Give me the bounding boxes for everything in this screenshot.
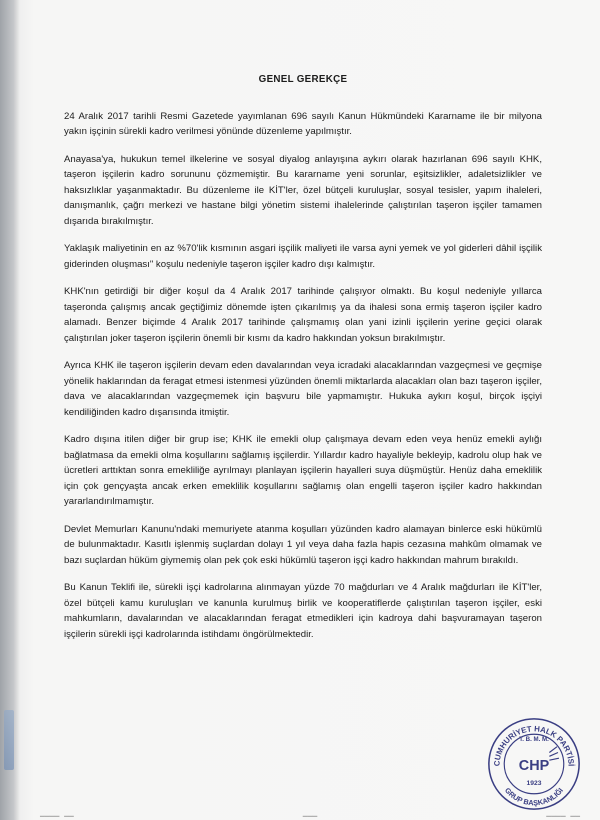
six-arrows-icon <box>549 747 559 760</box>
paragraph: Bu Kanun Teklifi ile, sürekli işçi kadrolarına alınmayan yüzde 70 mağdurları ve 4 Aralık mağdurları ile KİT'ler, özel bütçeli kamu kuruluşları ve kanunla kurulmuş birlik ve kooperatiflerde çalıştırılan taşeron işçiler, eski mahkumların, davalarından ve alacaklarından feragat etmedikleri için kadroya dahi başvuramayan taşeron işçilerin sürekli işçi kadrolarında istihdamı öngörülmektedir. <box>64 582 542 640</box>
paragraph: Devlet Memurları Kanunu'ndaki memuriyete atanma koşulları yüzünden kadro alamayan binlerce eski hükümlü de bulunmaktadır. Kasıtlı işlenmiş suçlardan dolayı 1 yıl veya daha fazla hapis cezasına mahkûm olmamak ve bazı suçlardan hüküm giymemiş olan pek çok eski hükümlü taşeron işçi kadro hakkından mahrum bırakıldı. <box>64 523 542 566</box>
cut-off-footer: ▁▁▁▁ ▁▁ ▁▁▁ ▁▁▁▁ ▁▁ <box>40 808 580 817</box>
document-body <box>64 72 542 654</box>
page-edge-shadow <box>0 0 14 820</box>
paragraph: Kadro dışına itilen diğer bir grup ise; KHK ile emekli olup çalışmaya devam eden veya henüz emekli aylığı bağlatmasa da emekli olma koşullarını sağlamış işçilerdir. Yıllardır kadro hayaliyle bekleyip, kadrolu olup hak ve ücretleri arttıktan sonra emekliliğe ayrılmayı planlayan işçilerin hayalleri suya düşmüştür. Henüz daha emeklilik için çok gençyaşta ancak erken emeklilik koşullarını sağlamış olan engelli taşeron işçiler kadro hakkından yararlandırılmamıştır. <box>64 434 542 507</box>
stamp-bottom-text: GRUP BAŞKANLIĞI <box>502 785 566 808</box>
paragraph: Anayasa'ya, hukukun temel ilkelerine ve sosyal diyalog anlayışına aykırı olarak hazırlanan 696 sayılı KHK, taşeron işçilerin kadro sorununu çözmemiştir. Bu kararname yeni sorunlar, eşitsizlikler, adaletsizlikler ve haksızlıklar yaşanmaktadır. Bu düzenleme ile KİT'ler, özel bütçeli kuruluşlar, sosyal tesisler, yapım ihaleleri, danışmanlık, çağrı merkezi ve hastane bilgi yönetim sistemi ihalelerinde çalıştırılan taşeron işçiler tamamen dışarıda bırakılmıştır. <box>64 153 542 227</box>
paragraph: Ayrıca KHK ile taşeron işçilerin devam eden davalarından veya icradaki alacaklarından vazgeçmesi ve geçmişe yönelik haklarından da feragat etmesi istenmesi yüzünden önemli miktarlarda alacakları olan bazı taşeron işçiler, dava ve alacaklarından vazgeçmemek için başvuru bile yapmamıştır. Hukuka aykırı koşul, birçok işçiyi kendiliğinden kadro dışarısında itmiştir. <box>64 360 542 418</box>
paragraph: Yaklaşık maliyetinin en az %70'lik kısmının asgari işçilik maliyeti ile varsa ayni yemek ve yol giderleri dâhil işçilik giderinden oluşması" koşulu nedeniyle taşeron işçiler kadro dışı kalmıştır. <box>64 243 542 270</box>
paragraph: 24 Aralık 2017 tarihli Resmi Gazetede yayımlanan 696 sayılı Kanun Hükmündeki Kararname ile bir milyona yakın işçinin sürekli kadro verilmesi yönünde düzenleme yapılmıştır. <box>64 110 542 137</box>
stamp-year: 1923 <box>526 780 542 788</box>
stamp-top-text: T. B. M. M. <box>519 735 549 743</box>
left-margin-mark <box>4 710 14 770</box>
chp-logo: CHP <box>518 757 550 774</box>
document-title: GENEL GEREKÇE <box>258 74 348 85</box>
stamp-ring-text: CUMHURİYET HALK PARTİSİ <box>492 724 576 767</box>
paragraph: KHK'nın getirdiği bir diğer koşul da 4 Aralık 2017 tarihinde çalışıyor olmaktı. Bu koşul nedeniyle yıllarca taşeronda çalışmış ancak geçtiğimiz dönemde işten çıkarılmış ya da ihalesi sona ermiş taşeron işçiler kadro alamadı. Benzer biçimde 4 Aralık 2017 tarihinde çalışmamış olan yani izinli işçilerin yerine geçici olarak çalıştırılan joker taşeron işçilerin önemli bir kısmı da kadro hakkından yoksun bırakılmıştır. <box>64 286 542 344</box>
party-stamp <box>486 716 582 812</box>
